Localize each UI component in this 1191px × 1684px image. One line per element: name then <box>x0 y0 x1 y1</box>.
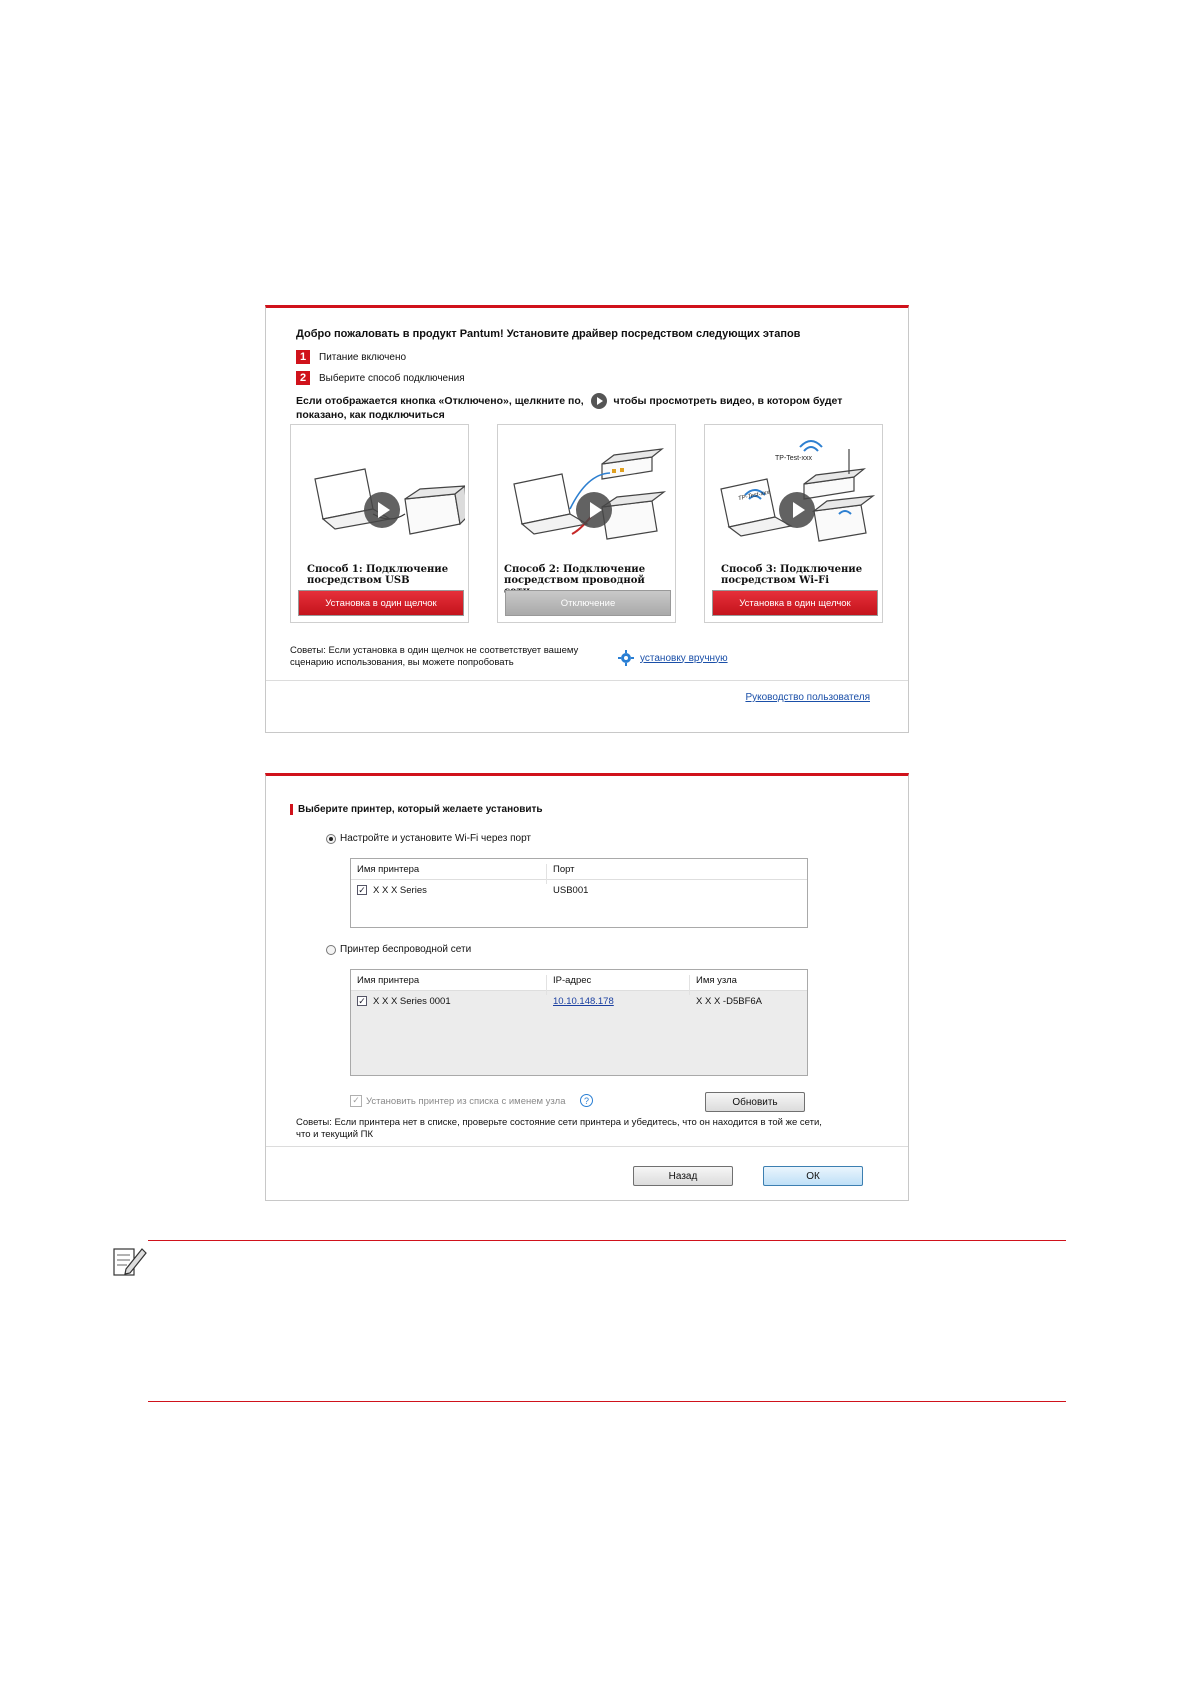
manual-install-link[interactable] <box>618 650 728 666</box>
method-card-wifi <box>704 424 883 623</box>
method-card-usb <box>290 424 469 623</box>
step-number-badge: 2 <box>296 371 310 385</box>
usb-option-label: Настройте и установите Wi-Fi через порт <box>340 833 531 844</box>
note-text-before: Если отображается кнопка «Отключено», щелкните по, <box>296 394 584 407</box>
row-checkbox[interactable]: ✓ <box>358 996 366 1006</box>
method-card-wired <box>497 424 676 623</box>
step-number-badge: 1 <box>296 350 310 364</box>
panel-title: Выберите принтер, который желаете установить <box>290 804 543 815</box>
help-icon[interactable]: ? <box>580 1094 593 1107</box>
method-caption: Способ 3: Подключение посредством Wi-Fi <box>721 564 863 586</box>
column-header-printer-name: Имя принтера <box>357 975 420 986</box>
manual-install-label: установку вручную <box>640 652 728 664</box>
video-hint-note <box>296 393 866 421</box>
usb-printer-table <box>350 858 808 928</box>
video-play-icon[interactable] <box>779 492 815 528</box>
install-by-host-label: Установить принтер из списка с именем узла <box>366 1095 566 1107</box>
wireless-option-radio[interactable] <box>326 945 336 955</box>
wireless-printer-table <box>350 969 808 1076</box>
column-header-port: Порт <box>553 864 575 875</box>
method-caption: Способ 1: Подключение посредством USB <box>307 564 449 586</box>
video-play-icon[interactable] <box>364 492 400 528</box>
tips-text: Советы: Если установка в один щелчок не соответствует вашему сценарию использования, вы можете попробовать <box>290 645 579 668</box>
note-top-rule <box>148 1240 1066 1241</box>
row-checkbox[interactable]: ✓ <box>358 885 366 895</box>
note-text-after: чтобы просмотреть видео, в котором будет показано, как подключиться <box>296 394 843 421</box>
printer-port: USB001 <box>553 885 589 896</box>
usb-option-radio[interactable] <box>326 834 336 844</box>
gear-icon <box>618 650 634 666</box>
column-header-host: Имя узла <box>696 975 737 986</box>
one-click-install-usb-button[interactable]: Установка в один щелчок <box>298 590 464 616</box>
step-2 <box>296 371 465 385</box>
refresh-button[interactable]: Обновить <box>705 1092 805 1112</box>
divider <box>266 680 908 681</box>
table-row[interactable] <box>351 880 807 898</box>
wireless-option[interactable] <box>326 944 471 955</box>
divider <box>266 1146 908 1147</box>
installer-welcome-panel <box>265 305 909 733</box>
install-by-host-checkbox[interactable] <box>350 1095 566 1107</box>
router-label: TP-Test-xxx <box>775 455 812 462</box>
column-header-printer-name: Имя принтера <box>357 864 420 875</box>
step-1 <box>296 350 406 364</box>
step-label: Выберите способ подключения <box>319 372 465 384</box>
user-guide-link[interactable]: Руководство пользователя <box>745 692 870 703</box>
play-icon[interactable] <box>591 393 607 409</box>
step-label: Питание включено <box>319 351 407 363</box>
tips-text: Советы: Если принтера нет в списке, проверьте состояние сети принтера и убедитесь, что он находится в той же сети, что и текущий ПК <box>296 1117 822 1140</box>
ok-button[interactable]: ОК <box>763 1166 863 1186</box>
method-caption: Способ 2: Подключение посредством проводной <box>504 564 646 586</box>
note-bottom-rule <box>148 1401 1066 1402</box>
table-header <box>351 970 807 991</box>
printer-name: X X X Series 0001 <box>373 996 451 1007</box>
usb-option[interactable] <box>326 833 531 844</box>
column-header-ip: IP-адрес <box>553 975 592 986</box>
wireless-option-label: Принтер беспроводной сети <box>340 944 472 955</box>
printer-host: X X X -D5BF6A <box>696 996 762 1007</box>
disconnected-button[interactable]: Отключение <box>505 590 671 616</box>
printer-select-panel <box>265 773 909 1201</box>
back-button[interactable]: Назад <box>633 1166 733 1186</box>
one-click-install-wifi-button[interactable]: Установка в один щелчок <box>712 590 878 616</box>
checkbox-box[interactable]: ✓ <box>350 1095 362 1107</box>
printer-ip-link[interactable]: 10.10.148.178 <box>553 996 614 1007</box>
note-pencil-icon <box>112 1245 148 1277</box>
video-play-icon[interactable] <box>576 492 612 528</box>
laptop-screen-label: TP-Test-xxx <box>737 489 771 503</box>
printer-name: X X X Series <box>373 885 427 896</box>
welcome-title: Добро пожаловать в продукт Pantum! Установите драйвер посредством следующих этапов <box>296 328 801 340</box>
table-row[interactable] <box>351 991 807 1009</box>
table-header <box>351 859 807 880</box>
